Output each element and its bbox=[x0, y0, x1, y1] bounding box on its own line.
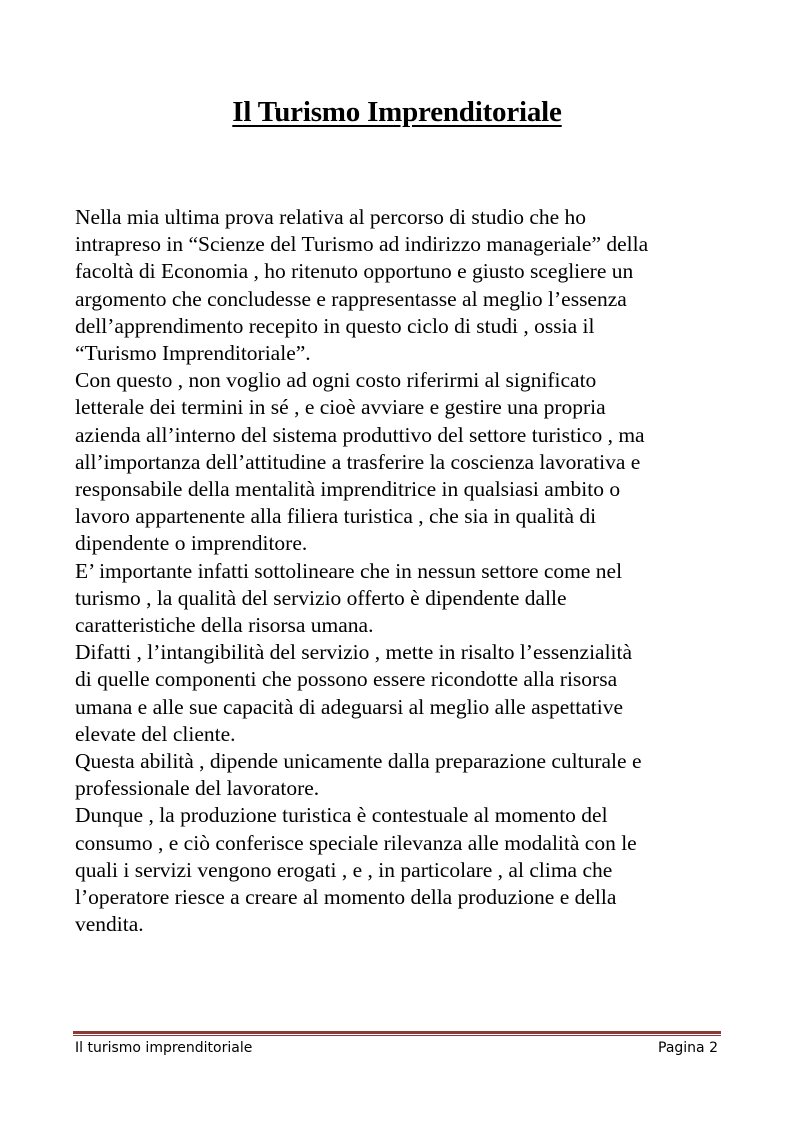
page-title: Il Turismo Imprenditoriale bbox=[232, 96, 562, 128]
text-line: letterale dei termini in sé , e cioè avviare e gestire una propria bbox=[75, 395, 606, 420]
text-line: facoltà di Economia , ho ritenuto opportuno e giusto scegliere un bbox=[75, 259, 634, 284]
text-line: professionale del lavoratore. bbox=[75, 776, 320, 801]
text-line: “Turismo Imprenditoriale”. bbox=[75, 341, 311, 366]
text-line: consumo , e ciò conferisce speciale rilevanza alle modalità con le bbox=[75, 830, 637, 855]
text-line: azienda all’interno del sistema produttivo del settore turistico , ma bbox=[75, 422, 645, 447]
text-line: Questa abilità , dipende unicamente dalla preparazione culturale e bbox=[75, 749, 642, 774]
text-line: Con questo , non voglio ad ogni costo riferirmi al significato bbox=[75, 368, 597, 393]
text-line: responsabile della mentalità imprenditrice in qualsiasi ambito o bbox=[75, 477, 621, 502]
text-line: E’ importante infatti sottolineare che in nessun settore come nel bbox=[75, 558, 623, 583]
text-line: umana e alle sue capacità di adeguarsi al meglio alle aspettative bbox=[75, 694, 623, 719]
text-line: Nella mia ultima prova relativa al percorso di studio che ho bbox=[75, 205, 587, 229]
footer-rule-thin bbox=[73, 1035, 721, 1036]
text-line: lavoro appartenente alla filiera turistica , che sia in qualità di bbox=[75, 504, 597, 529]
text-line: vendita. bbox=[75, 912, 144, 937]
text-line: di quelle componenti che possono essere ricondotte alla risorsa bbox=[75, 667, 618, 692]
text-line: Difatti , l’intangibilità del servizio , mette in risalto l’essenzialità bbox=[75, 640, 633, 665]
footer-rule bbox=[73, 1031, 721, 1034]
page-number: Pagina 2 bbox=[658, 1040, 718, 1056]
text-line: caratteristiche della risorsa umana. bbox=[75, 613, 374, 638]
text-line: intrapreso in “Scienze del Turismo ad indirizzo manageriale” della bbox=[75, 232, 649, 257]
text-line: all’importanza dell’attitudine a trasferire la coscienza lavorativa e bbox=[75, 449, 641, 474]
text-line: Dunque , la produzione turistica è contestuale al momento del bbox=[75, 803, 608, 828]
text-line: quali i servizi vengono erogati , e , in particolare , al clima che bbox=[75, 857, 613, 882]
text-line: l’operatore riesce a creare al momento della produzione e della bbox=[75, 885, 617, 910]
footer-title: Il turismo imprenditoriale bbox=[75, 1040, 253, 1056]
text-line: elevate del cliente. bbox=[75, 721, 236, 746]
text-line: dell’apprendimento recepito in questo ciclo di studi , ossia il bbox=[75, 313, 595, 338]
text-line: dipendente o imprenditore. bbox=[75, 531, 308, 556]
text-line: argomento che concludesse e rappresentasse al meglio l’essenza bbox=[75, 286, 627, 311]
text-line: turismo , la qualità del servizio offerto è dipendente dalle bbox=[75, 585, 567, 610]
body-text bbox=[75, 204, 735, 938]
